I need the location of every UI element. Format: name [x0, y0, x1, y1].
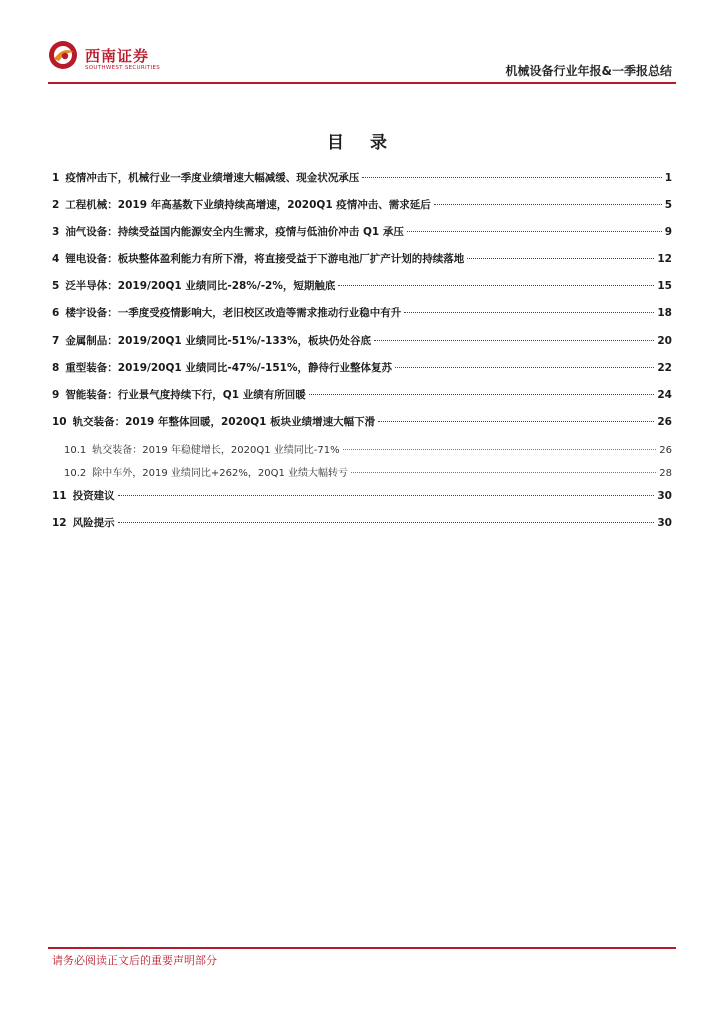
logo-chinese-name: 西南证券 [85, 47, 150, 65]
toc-entry-page: 30 [657, 489, 672, 502]
toc-entry-number: 11 [52, 489, 67, 502]
toc-entry-number: 7 [52, 334, 60, 347]
toc-entry-text: 泛半导体：2019/20Q1 业绩同比-28%/-2%，短期触底 [65, 280, 336, 293]
toc-entry-page: 12 [657, 253, 672, 266]
toc-entry-number: 10 [52, 415, 67, 428]
toc-entry-number: 10.2 [64, 468, 87, 480]
toc-leader-dots [309, 394, 655, 395]
toc-heading: 目 录 [327, 133, 397, 153]
toc-leader-dots [338, 285, 654, 286]
toc-entry[interactable] [52, 170, 672, 197]
toc-entry[interactable] [52, 515, 672, 542]
toc-subentry[interactable] [52, 441, 672, 465]
disclaimer-note: 请务必阅读正文后的重要声明部分 [52, 954, 217, 967]
toc-entry-text: 疫情冲击下，机械行业一季度业绩增速大幅减缓、现金状况承压 [65, 172, 360, 184]
toc-entry-number: 6 [52, 307, 60, 320]
toc-entry-page: 18 [657, 307, 672, 320]
toc-entry-number: 2 [52, 199, 60, 212]
toc-entry[interactable] [52, 278, 672, 305]
toc-entry-text: 风险提示 [72, 517, 115, 530]
report-title: 机械设备行业年报&一季报总结 [505, 64, 672, 78]
toc-entry-page: 26 [659, 444, 672, 456]
logo-english-name: SOUTHWEST SECURITIES [85, 65, 161, 71]
toc-leader-dots [351, 472, 656, 473]
toc-entry[interactable] [52, 305, 672, 332]
toc-entry[interactable] [52, 360, 672, 387]
toc-entry-number: 8 [52, 361, 60, 374]
toc-leader-dots [404, 312, 654, 313]
header-divider [48, 82, 676, 84]
toc-entry-number: 3 [52, 226, 60, 239]
toc-entry-text: 锂电设备：板块整体盈利能力有所下滑，将直接受益于下游电池厂扩产计划的持续落地 [65, 253, 465, 266]
toc-entry-text: 投资建议 [72, 489, 115, 502]
toc-leader-dots [362, 177, 661, 178]
toc-leader-dots [434, 204, 662, 205]
toc-entry-page: 28 [659, 468, 672, 480]
toc-entry-page: 26 [657, 415, 672, 428]
toc-entry-text: 油气设备：持续受益国内能源安全内生需求，疫情与低油价冲击 Q1 承压 [65, 226, 404, 239]
toc-entry-text: 金属制品：2019/20Q1 业绩同比-51%/-133%，板块仍处谷底 [65, 334, 371, 347]
company-logo [48, 38, 208, 80]
toc-entry-page: 5 [664, 199, 672, 212]
toc-leader-dots [395, 367, 654, 368]
toc-entry-number: 4 [52, 253, 60, 266]
table-of-contents [52, 170, 672, 542]
toc-entry[interactable] [52, 414, 672, 441]
toc-leader-dots [407, 231, 662, 232]
toc-leader-dots [118, 495, 655, 496]
toc-entry-number: 10.1 [64, 444, 87, 456]
toc-entry-number: 12 [52, 517, 67, 530]
toc-entry-page: 1 [664, 172, 672, 184]
toc-entry-text: 除中车外，2019 业绩同比+262%，20Q1 业绩大幅转亏 [92, 468, 348, 480]
footer-divider [48, 947, 676, 949]
toc-entry-text: 轨交装备：2019 年整体回暖，2020Q1 板块业绩增速大幅下滑 [72, 415, 376, 428]
toc-leader-dots [467, 258, 654, 259]
toc-entry-text: 楼宇设备：一季度受疫情影响大，老旧校区改造等需求推动行业稳中有升 [65, 307, 402, 320]
toc-entry-page: 24 [657, 388, 672, 401]
toc-leader-dots [118, 522, 655, 523]
toc-leader-dots [374, 340, 654, 341]
toc-entry-text: 重型装备：2019/20Q1 业绩同比-47%/-151%，静待行业整体复苏 [65, 361, 392, 374]
toc-entry-number: 5 [52, 280, 60, 293]
toc-entry-page: 30 [657, 517, 672, 530]
logo-emblem-icon [48, 40, 78, 70]
toc-entry-text: 轨交装备：2019 年稳健增长，2020Q1 业绩同比-71% [92, 444, 340, 456]
toc-entry[interactable] [52, 197, 672, 224]
toc-entry-text: 智能装备：行业景气度持续下行，Q1 业绩有所回暖 [65, 388, 306, 401]
toc-leader-dots [378, 421, 654, 422]
page-header [48, 38, 676, 84]
toc-entry-page: 9 [664, 226, 672, 239]
toc-entry-page: 22 [657, 361, 672, 374]
toc-entry[interactable] [52, 251, 672, 278]
toc-entry[interactable] [52, 333, 672, 360]
toc-entry-text: 工程机械：2019 年高基数下业绩持续高增速，2020Q1 疫情冲击、需求延后 [65, 199, 431, 212]
toc-entry[interactable] [52, 387, 672, 414]
toc-entry[interactable] [52, 224, 672, 251]
toc-entry-number: 9 [52, 388, 60, 401]
toc-leader-dots [343, 449, 657, 450]
toc-entry-number: 1 [52, 172, 60, 184]
toc-entry-page: 20 [657, 334, 672, 347]
toc-entry[interactable] [52, 488, 672, 515]
toc-subentry[interactable] [52, 464, 672, 488]
toc-entry-page: 15 [657, 280, 672, 293]
